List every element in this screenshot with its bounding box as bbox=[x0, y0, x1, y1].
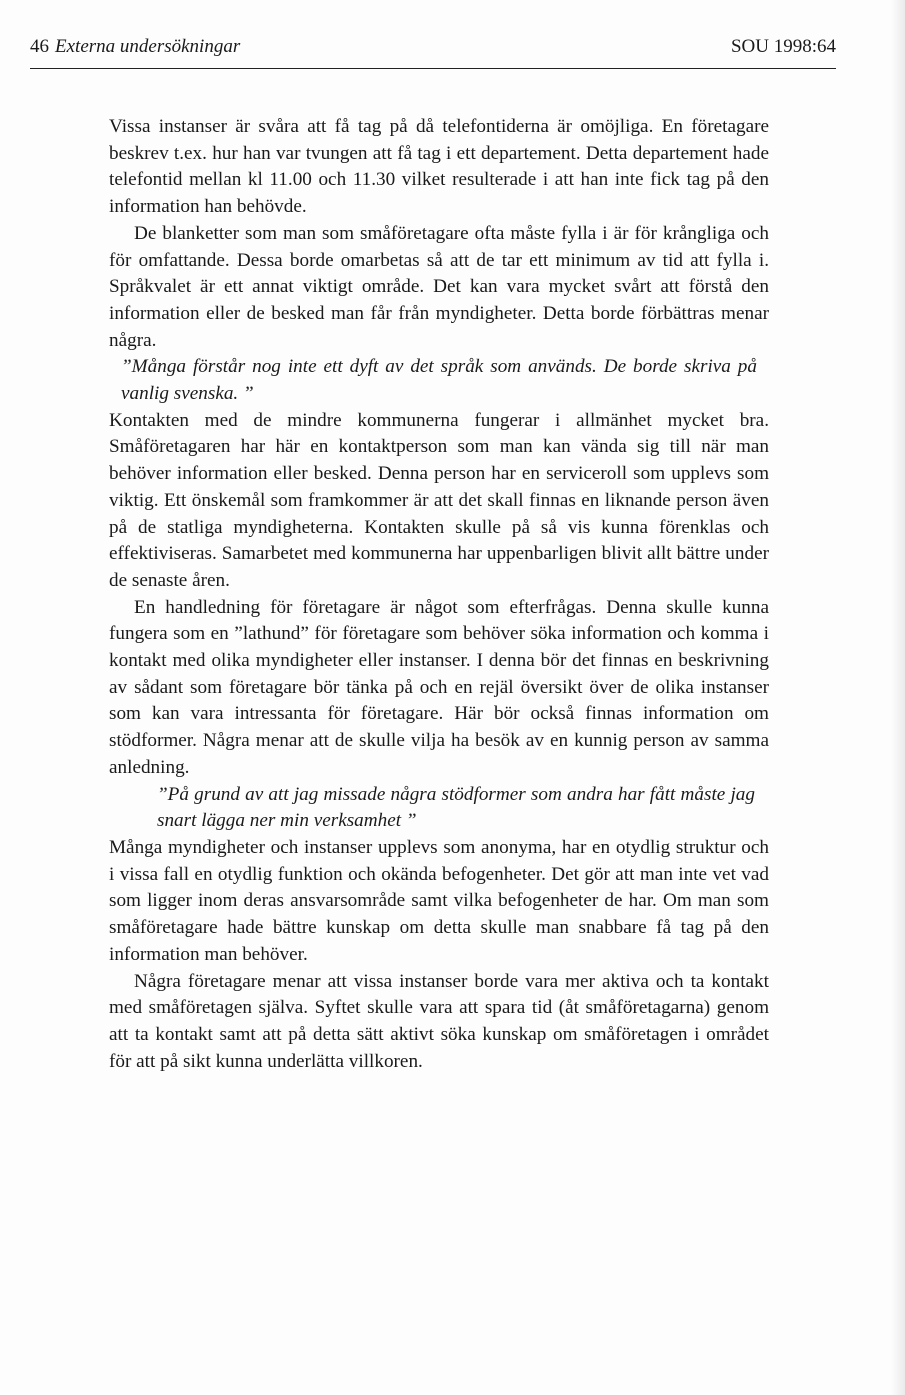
paragraph: Några företagare menar att vissa instanser borde vara mer aktiva och ta kontakt med småföretagen själva. Syftet skulle vara att spara tid (åt småföretagarna) genom att ta kontakt samt att på detta sätt aktivt söka kunskap om småföretagen i området för att på sikt kunna underlätta villkoren. bbox=[109, 970, 769, 1072]
paragraph: Vissa instanser är svåra att få tag på då telefontiderna är omöjliga. En företagare beskrev t.ex. hur han var tvungen att få tag i ett departement. Detta departement hade telefontid mellan kl 11.00 och 11.30 vilket resulterade i att han inte fick tag på den information han behövde. bbox=[109, 116, 769, 218]
header-rule bbox=[30, 68, 836, 69]
page-number: 46 bbox=[30, 36, 49, 57]
paragraph: En handledning för företagare är något som efterfrågas. Denna skulle kunna fungera som en ”lathund” för företagare som behöver söka information och komma i kontakt med olika myndigheter eller instanser. I denna bör det finnas en beskrivning av sådant som företagare bör tänka på och en rejäl översikt över de olika instanser som kan vara intressanta för företagare. Här bör också finnas information om stödformer. Några menar att de skulle vilja ha besök av en kunnig person av samma anledning. bbox=[109, 596, 769, 778]
document-id: SOU 1998:64 bbox=[730, 36, 836, 57]
block-quote: ”Många förstår nog inte ett dyft av det språk som används. De borde skriva på vanlig svenska. ” bbox=[121, 356, 757, 405]
block-quote: ”På grund av att jag missade några stödformer som andra har fått måste jag snart lägga ner min verksamhet ” bbox=[157, 783, 755, 832]
header-left bbox=[30, 36, 240, 58]
paragraph: De blanketter som man som småföretagare ofta måste fylla i är för krångliga och för omfattande. Dessa borde omarbetas så att de tar ett minimum av tid att fylla i. Språkvalet är ett annat viktigt område. Det kan vara mycket svårt att förstå den information eller de besked man får från myndigheter. Detta borde förbättras menar några. bbox=[109, 222, 769, 351]
running-header bbox=[30, 36, 836, 62]
page-edge-shadow bbox=[891, 0, 905, 1395]
paragraph: Kontakten med de mindre kommunerna fungerar i allmänhet mycket bra. Småföretagaren har här en kontaktperson som man kan vända sig till när man behöver information eller besked. Denna person har en serviceroll som upplevs som viktig. Ett önskemål som framkommer är att det skall finnas en liknande person även på de statliga myndigheterna. Kontakten skulle på så vis kunna förenklas och effektiviseras. Samarbetet med kommunerna har uppenbarligen blivit allt bättre under de senaste åren. bbox=[109, 409, 769, 591]
paragraph: Många myndigheter och instanser upplevs som anonyma, har en otydlig struktur och i vissa fall en otydlig funktion och okända befogenheter. Det gör att man inte vet vad som ligger inom deras ansvarsområde samt vilka befogenheter de har. Om man som småföretagare hade bättre kunskap om detta skulle man snabbare få tag på den information man behöver. bbox=[109, 836, 769, 965]
body-text bbox=[109, 114, 769, 1075]
section-title: Externa undersökningar bbox=[55, 36, 241, 57]
